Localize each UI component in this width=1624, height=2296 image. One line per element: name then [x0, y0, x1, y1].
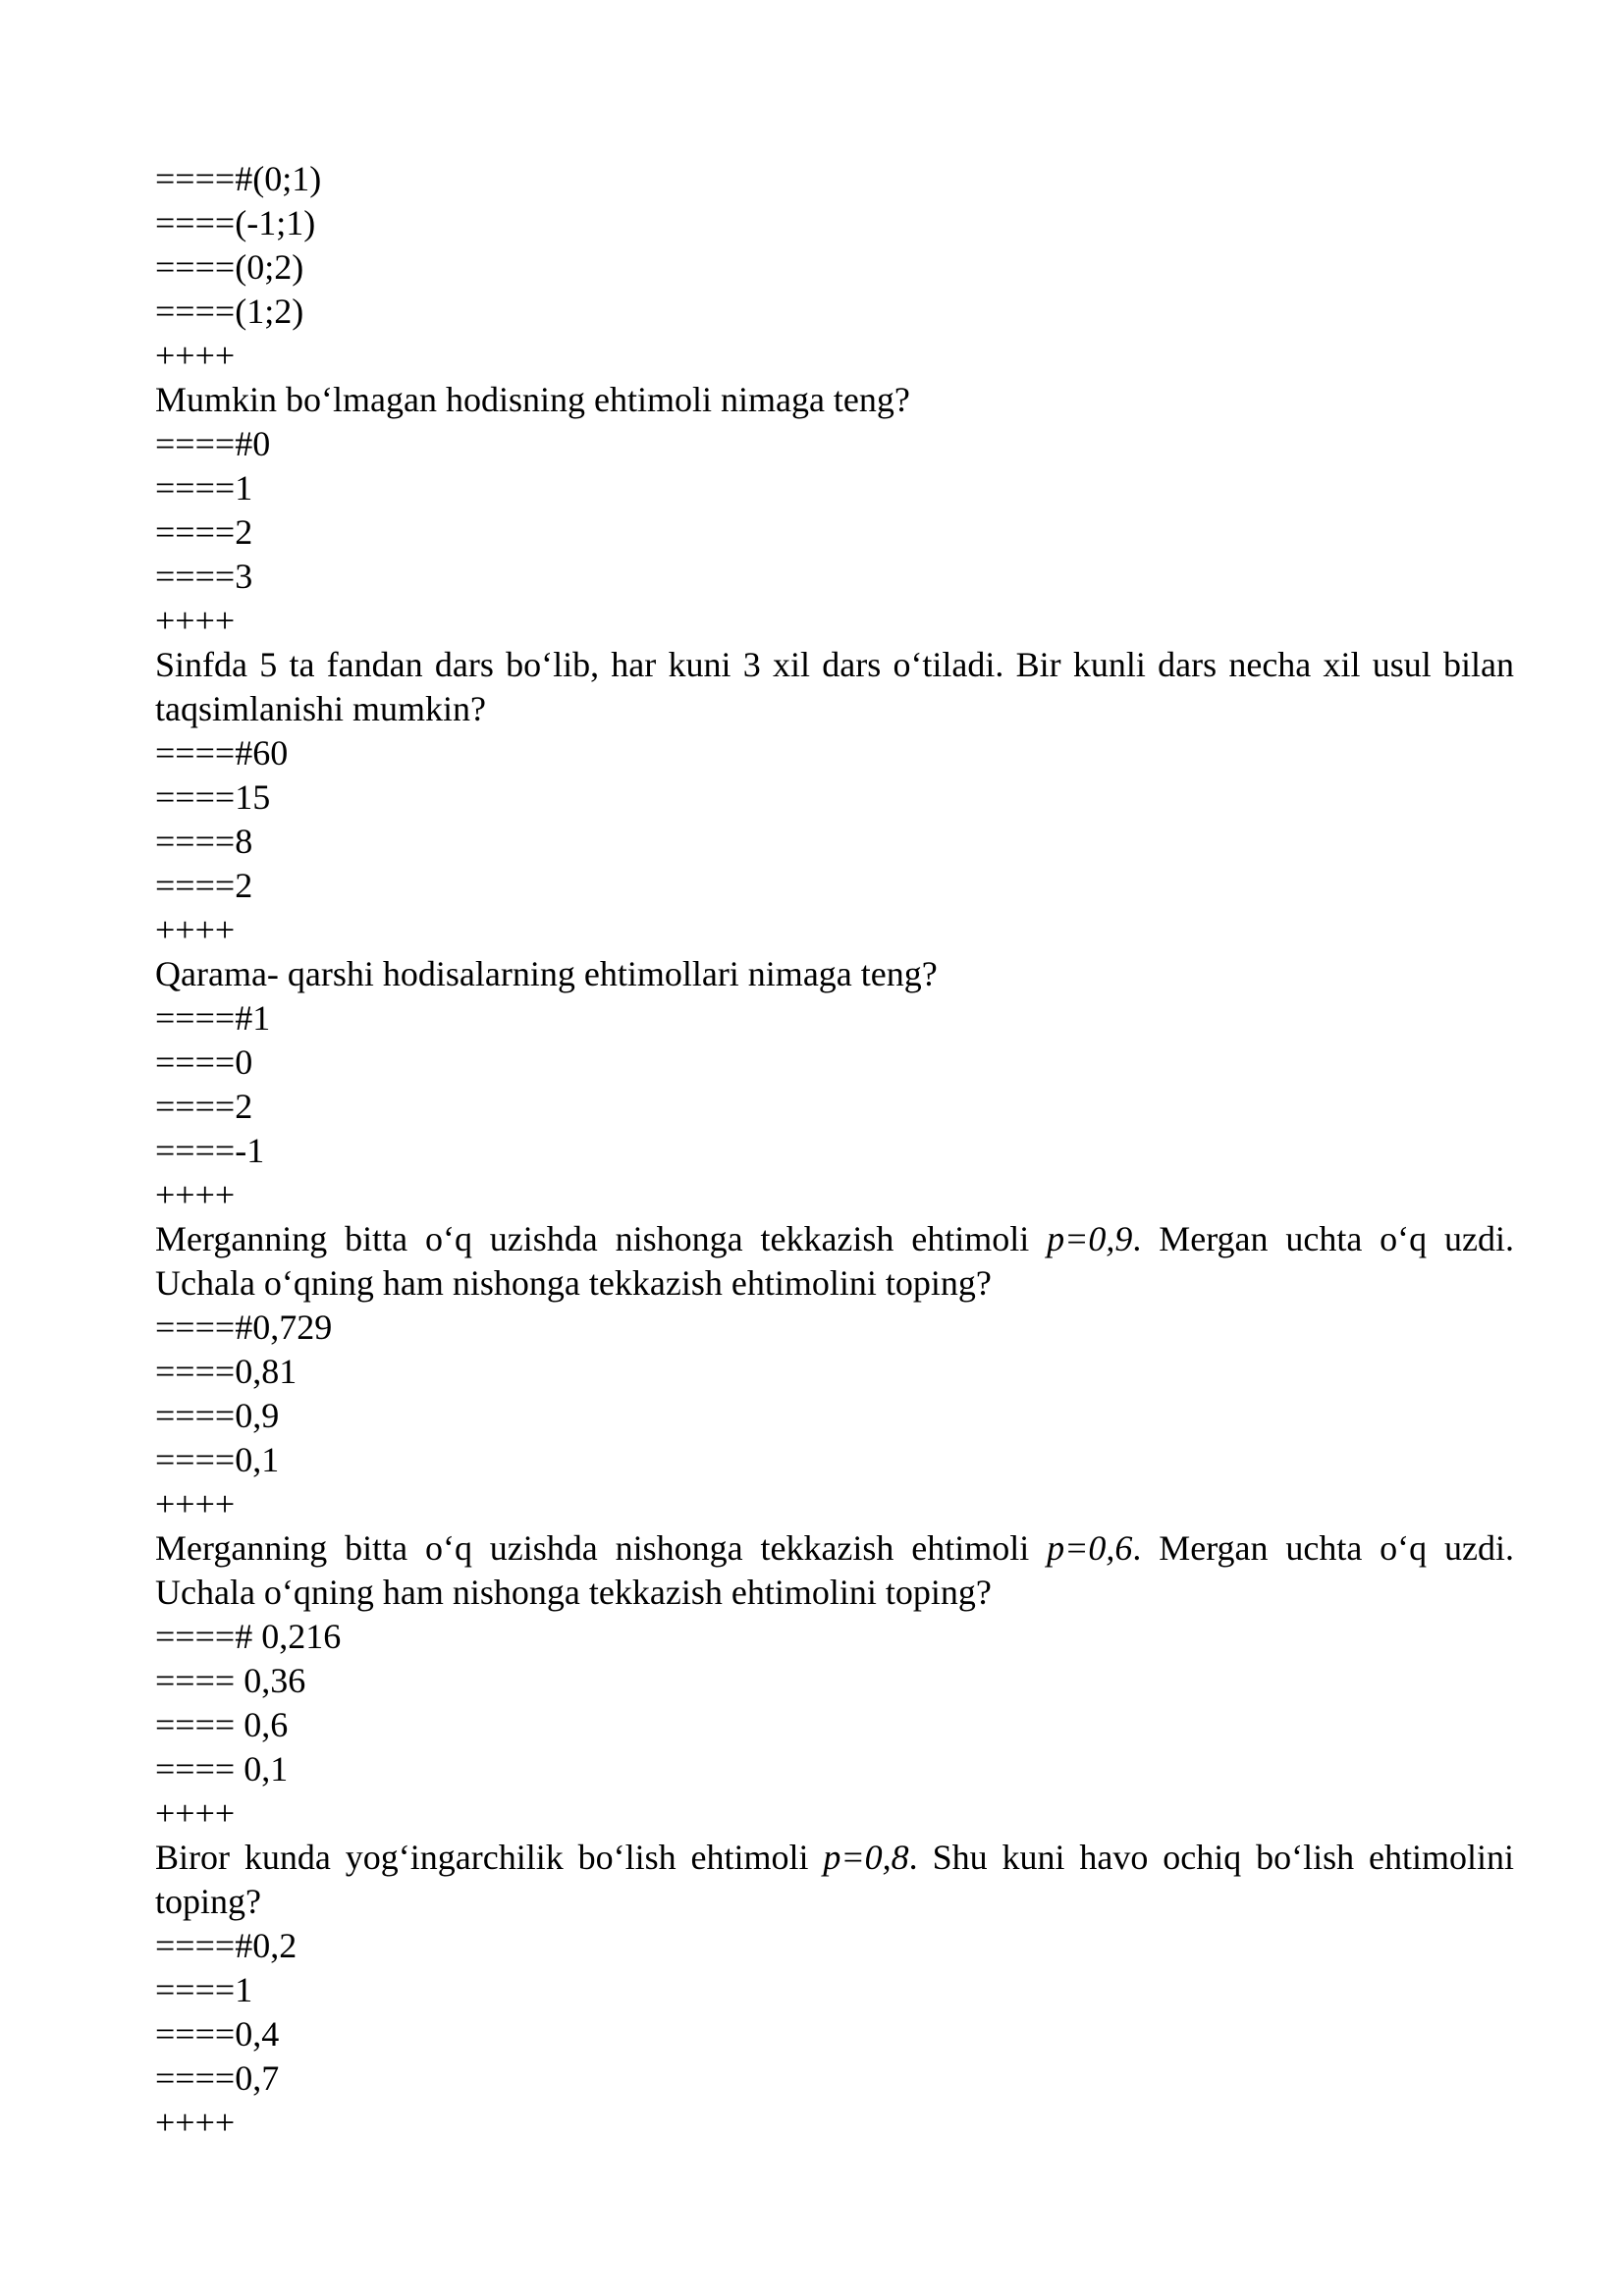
answer-option: ====0,9 [155, 1396, 280, 1435]
test-content [155, 157, 1514, 2145]
question-block [155, 1217, 1514, 1526]
question-text [155, 1217, 1514, 1306]
question-text-part: Merganning bitta oʻq uzishda nishonga tekkazish ehtimoli [155, 1219, 1048, 1258]
answer-option: ====15 [155, 777, 271, 817]
question-text [155, 1836, 1514, 1924]
question-separator: ++++ [155, 336, 236, 375]
probability-value: p=0,8 [823, 1838, 909, 1877]
question-block [155, 1526, 1514, 1836]
answer-option: ====1 [155, 1970, 253, 2009]
answer-option: ====2 [155, 512, 253, 552]
answer-option: ====#1 [155, 998, 271, 1038]
question-text-part: Merganning bitta oʻq uzishda nishonga tekkazish ehtimoli [155, 1528, 1048, 1568]
question-separator: ++++ [155, 2103, 236, 2142]
question-block [155, 378, 1514, 643]
question-block [155, 643, 1514, 952]
question-text-part: Sinfda 5 ta fandan dars boʻlib, har kuni 3 xil dars oʻtiladi. Bir kunli dars necha xil usul bilan taqsimlanishi mumkin? [155, 645, 1514, 728]
question-text [155, 378, 1514, 422]
answer-option: ====-1 [155, 1131, 265, 1170]
answer-option: ====2 [155, 866, 253, 905]
question-text [155, 952, 1514, 996]
question-text-part: . Mergan uchta oʻq uzdi. Uchala oʻqning ham nishonga tekkazish ehtimolini toping? [155, 1528, 1514, 1612]
answer-option: ==== 0,36 [155, 1661, 306, 1700]
question-text-part: Mumkin boʻlmagan hodisning ehtimoli nimaga teng? [155, 380, 910, 419]
answer-option: ====#0,2 [155, 1926, 298, 1965]
question-block [155, 952, 1514, 1217]
answer-option: ====8 [155, 822, 253, 861]
answer-option: ====#0 [155, 424, 271, 463]
answer-option: ====0,7 [155, 2058, 280, 2098]
answer-option: ====0,81 [155, 1352, 298, 1391]
question-block [155, 1836, 1514, 2145]
answer-option: ====(-1;1) [155, 203, 316, 242]
answer-option: ==== 0,1 [155, 1749, 289, 1789]
probability-value: p=0,6 [1047, 1528, 1133, 1568]
question-text [155, 1526, 1514, 1615]
question-text-part: . Shu kuni havo ochiq boʻlish ehtimolini toping? [155, 1838, 1514, 1921]
answer-option: ====0,1 [155, 1440, 280, 1479]
question-separator: ++++ [155, 1484, 236, 1523]
answer-option: ==== 0,6 [155, 1705, 289, 1744]
answer-option: ====# 0,216 [155, 1617, 342, 1656]
question-text [155, 643, 1514, 731]
answer-option: ====1 [155, 468, 253, 507]
answer-option: ====#0,729 [155, 1308, 333, 1347]
question-text-part: . Mergan uchta oʻq uzdi. Uchala oʻqning ham nishonga tekkazish ehtimolini toping? [155, 1219, 1514, 1303]
lead-block [155, 157, 1514, 378]
answer-option: ====#60 [155, 733, 289, 773]
answer-option: ====0 [155, 1042, 253, 1082]
answer-option: ====#(0;1) [155, 159, 322, 198]
answer-option: ====(0;2) [155, 247, 304, 287]
answer-option: ====2 [155, 1087, 253, 1126]
question-text-part: Qarama- qarshi hodisalarning ehtimollari nimaga teng? [155, 954, 938, 993]
question-separator: ++++ [155, 1793, 236, 1833]
question-text-part: Biror kunda yogʻingarchilik boʻlish ehtimoli [155, 1838, 824, 1877]
answer-option: ====(1;2) [155, 292, 304, 331]
question-separator: ++++ [155, 1175, 236, 1214]
question-separator: ++++ [155, 601, 236, 640]
answer-option: ====3 [155, 557, 253, 596]
answer-option: ====0,4 [155, 2014, 280, 2054]
question-separator: ++++ [155, 910, 236, 949]
probability-value: p=0,9 [1047, 1219, 1133, 1258]
